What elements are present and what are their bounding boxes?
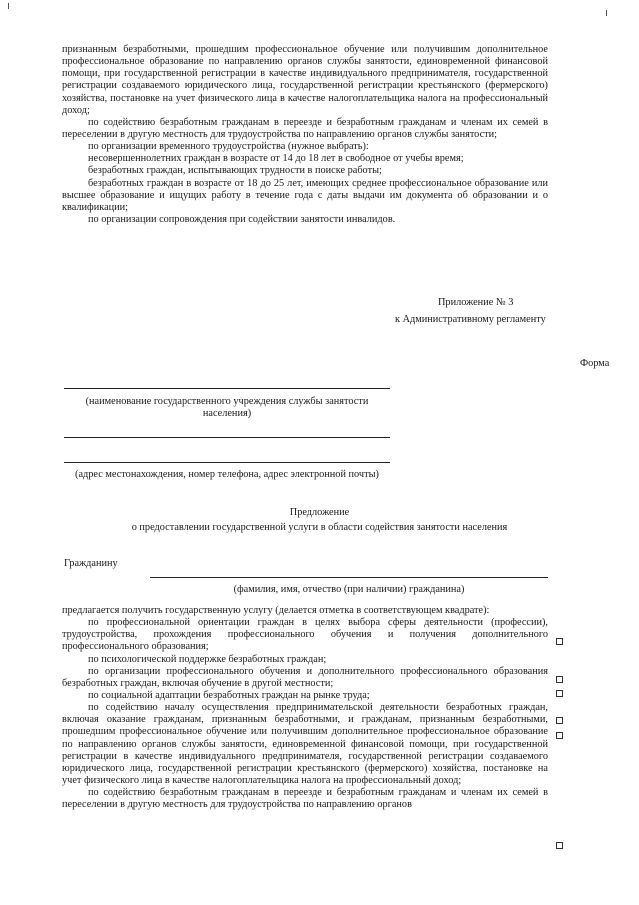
paragraph: несовершеннолетних граждан в возрасте от 14 до 18 лет в свободное от учебы время;: [88, 153, 464, 165]
paragraph: признанным безработными, прошедшим профессиональное обучение или получившим дополнительное профессиональное образование по направлению органов службы занятости, единовременной финансовой помощи, при государственной регистрации в качестве индивидуального предпринимателя, государственной регистрации создаваемого юридического лица, государственной регистрации крестьянского (фермерского) хозяйства, постановке на учет физического лица в качестве налогоплательщика налога на профессиональный доход;: [62, 44, 548, 116]
offer-text-block: [62, 605, 548, 811]
citizen-label: Гражданину: [64, 558, 118, 569]
paragraph: по организации профессионального обучения и дополнительного профессионального образования безработных граждан, включая обучение в другой местности;: [62, 665, 548, 689]
checkbox-entrepreneurship[interactable]: [556, 732, 563, 739]
form-label: Форма: [580, 358, 610, 369]
checkbox-relocation[interactable]: [556, 842, 563, 849]
paragraph: по содействию началу осуществления предпринимательской деятельности безработных граждан, включая оказание гражданам, признанным безработными, и гражданам, признанным безработными, прошедшим профессиональное обучение или получившим дополнительное профессиональное образование по направлению органов службы занятости, единовременной финансовой помощи, при государственной регистрации в качестве индивидуального предпринимателя, государственной регистрации создаваемого юридического лица, государственной регистрации крестьянского (фермерского) хозяйства, постановке на учет физического лица в качестве налогоплательщика налога на профессиональный доход;: [62, 702, 548, 786]
paragraph: по организации временного трудоустройства (нужное выбрать):: [88, 141, 369, 153]
checkbox-career-guidance[interactable]: [556, 638, 563, 645]
paragraph: по содействию безработным гражданам в переезде и безработным гражданам и членам их семей в переселении в другую местность для трудоустройства по направлению органов: [62, 787, 548, 811]
paragraph: по социальной адаптации безработных граждан на рынке труда;: [88, 689, 370, 701]
document-title: Предложение: [289, 507, 350, 518]
checkbox-vocational-training[interactable]: [556, 690, 563, 697]
checkbox-social-adaptation[interactable]: [556, 717, 563, 724]
paragraph: по содействию безработным гражданам в переезде и безработным гражданам и членам их семей в переселении в другую местность для трудоустройства по направлению органов службы занятости;: [62, 116, 548, 140]
institution-caption: (наименование государственного учреждения службы занятости населения): [85, 396, 369, 420]
address-caption: (адрес местонахождения, номер телефона, адрес электронной почты): [75, 469, 379, 480]
appendix-number: Приложение № 3: [438, 297, 514, 308]
paragraph: предлагается получить государственную услугу (делается отметка в соответствующем квадрате):: [62, 605, 490, 616]
paragraph: по профессиональной ориентации граждан в целях выбора сферы деятельности (профессии), трудоустройства, прохождения профессионального обучения и получения дополнительного профессионального образования;: [62, 617, 548, 653]
document-subtitle: о предоставлении государственной услуги в области содействия занятости населения: [131, 522, 508, 533]
scan-mark: [606, 10, 611, 16]
citizen-name-caption: (фамилия, имя, отчество (при наличии) гражданина): [233, 584, 465, 595]
citizen-name-line: [150, 577, 548, 578]
paragraph: по организации сопровождения при содействии занятости инвалидов.: [88, 213, 396, 225]
top-text-block: [62, 44, 548, 226]
address-line: [64, 462, 390, 463]
paragraph: по психологической поддержке безработных граждан;: [88, 653, 327, 665]
paragraph: безработных граждан в возрасте от 18 до 25 лет, имеющих среднее профессиональное образование или высшее образование и ищущих работу в течение года с даты выдачи им документа об образовании и о квалификации;: [62, 177, 548, 213]
appendix-reference: к Административному регламенту: [395, 314, 546, 325]
institution-line: [64, 388, 390, 389]
paragraph: безработных граждан, испытывающих трудности в поиске работы;: [88, 165, 382, 177]
scan-mark: [8, 3, 13, 9]
checkbox-psychological-support[interactable]: [556, 676, 563, 683]
institution-line-2: [64, 437, 390, 438]
